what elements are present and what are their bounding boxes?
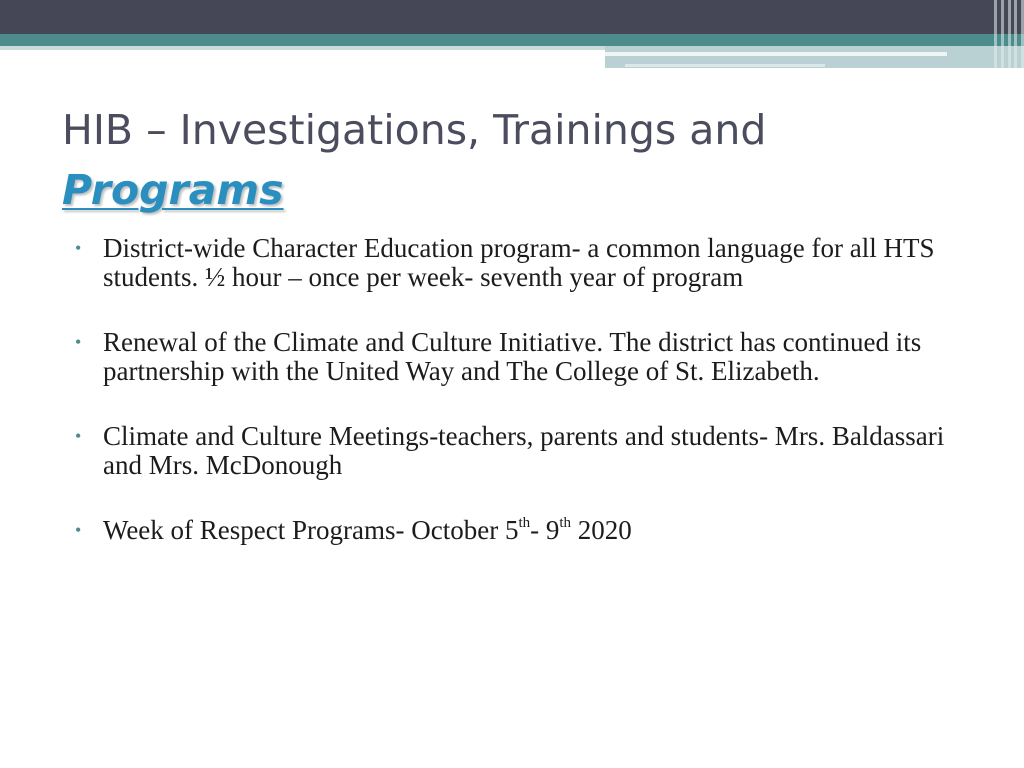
bullet-icon: • bbox=[75, 426, 82, 446]
list-item bbox=[75, 234, 975, 292]
header-light-band bbox=[0, 46, 605, 50]
bullet-text: District-wide Character Education program- a common language for all HTS students. ½ hour – once per week- seventh year of program bbox=[103, 233, 935, 292]
title-emphasis: Programs bbox=[62, 166, 284, 214]
list-item bbox=[75, 422, 975, 480]
header-dark-band bbox=[0, 0, 1024, 34]
bullet-icon: • bbox=[75, 238, 82, 258]
bullet-icon: • bbox=[75, 332, 82, 352]
header-teal-band bbox=[0, 34, 1024, 46]
bullet-text-start: Week of Respect Programs- October 5 bbox=[103, 515, 519, 545]
bullet-text-end: 2020 bbox=[571, 515, 632, 545]
ordinal-suffix: th bbox=[518, 515, 531, 531]
slide-title bbox=[62, 100, 962, 220]
bullet-text-middle: - 9 bbox=[530, 515, 560, 545]
title-main: HIB – Investigations, Trainings and bbox=[62, 106, 767, 154]
header-right-line-short bbox=[625, 64, 825, 67]
bullet-list bbox=[75, 234, 975, 581]
header-stripes bbox=[994, 0, 1024, 68]
bullet-text: Climate and Culture Meetings-teachers, parents and students- Mrs. Baldassari and Mrs. McDonough bbox=[103, 421, 945, 480]
list-item bbox=[75, 516, 975, 545]
bullet-text: Renewal of the Climate and Culture Initiative. The district has continued its partnership with the United Way and The College of St. Elizabeth. bbox=[103, 327, 922, 386]
bullet-icon: • bbox=[75, 520, 82, 540]
list-item bbox=[75, 328, 975, 386]
header-right-line bbox=[605, 52, 947, 56]
ordinal-suffix: th bbox=[559, 515, 572, 531]
